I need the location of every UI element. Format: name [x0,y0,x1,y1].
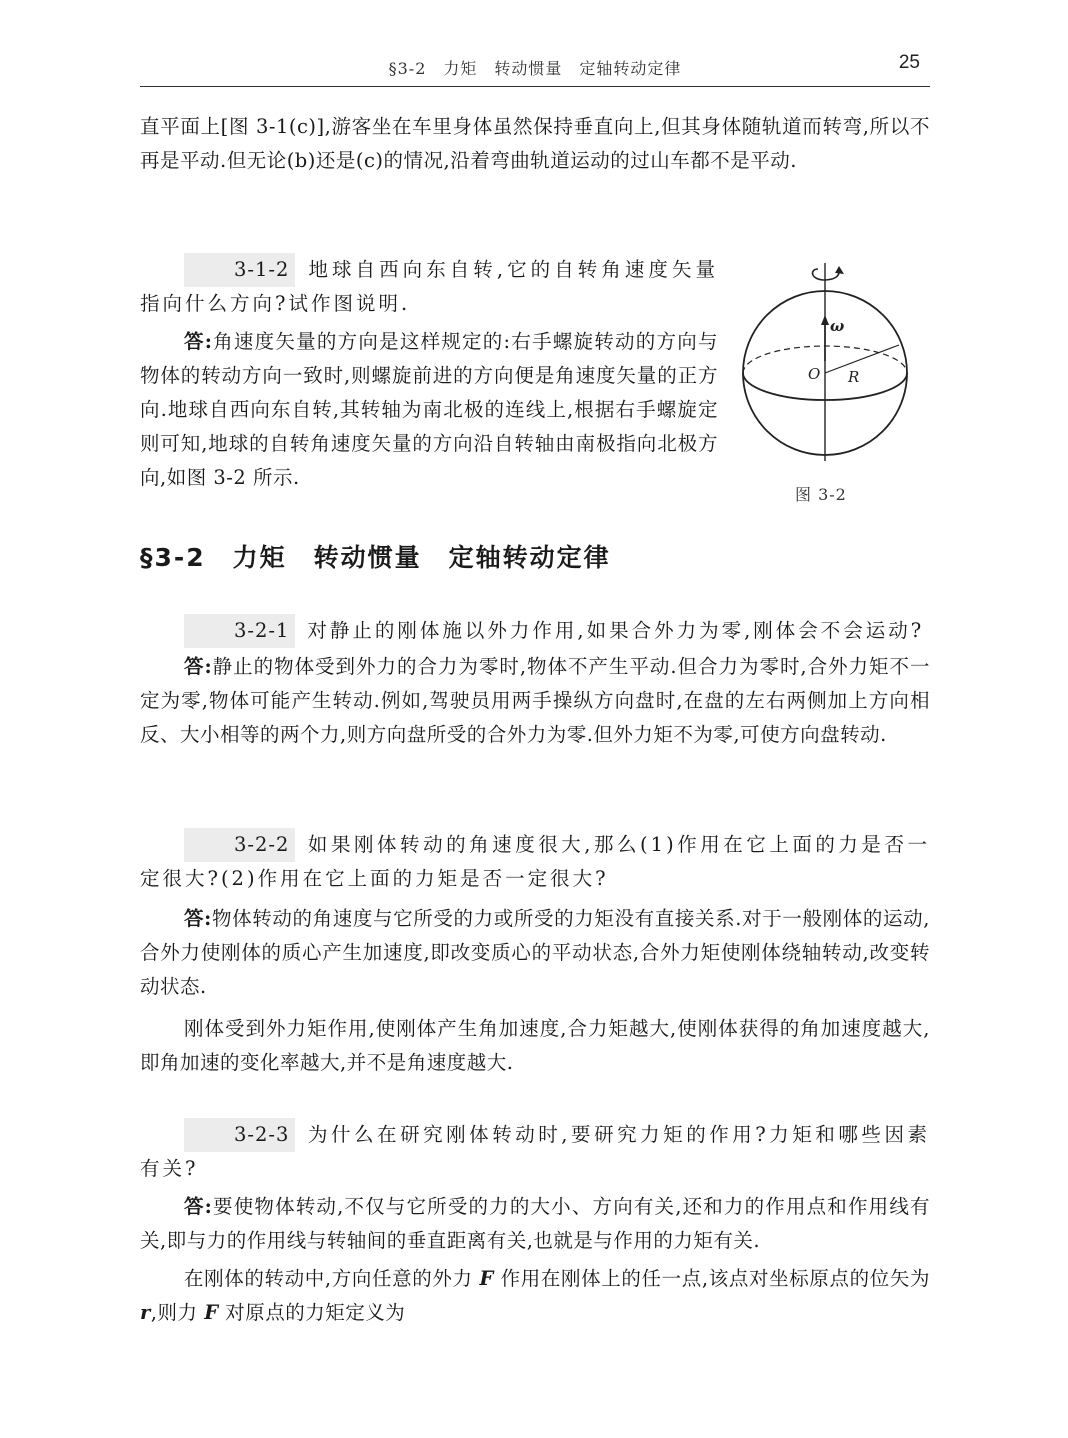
running-head-title: §3-2 力矩 转动惯量 定轴转动定律 [388,59,682,78]
sphere-diagram [735,255,920,485]
answer-label: 答: [184,1195,213,1218]
page-number: 25 [898,52,920,73]
answer-text: ,则力 [150,1301,205,1324]
answer-text: 作用在刚体上的任一点,该点对坐标原点的位矢为 [493,1267,930,1290]
answer-3-2-2 [140,902,930,1004]
answer-text: 对原点的力矩定义为 [218,1301,406,1324]
answer-3-2-3-continued [140,1262,930,1330]
question-3-2-2 [140,828,930,896]
question-text: 如果刚体转动的角速度很大,那么(1)作用在它上面的力是否一定很大?(2)作用在它上面的力矩是否一定很大? [140,833,930,890]
question-number: 3-1-2 [184,253,295,287]
question-3-1-2 [140,253,718,321]
force-symbol: F [479,1267,494,1290]
question-number: 3-2-2 [184,828,295,862]
answer-3-2-2-continued: 刚体受到外力矩作用,使刚体产生角加速度,合力矩越大,使刚体获得的角加速度越大,即角加速的变化率越大,并不是角速度越大. [140,1017,930,1074]
omega-label: ω [830,317,845,335]
question-number: 3-2-1 [184,614,295,648]
center-label: O [808,365,821,383]
question-3-2-1 [140,614,930,648]
radius-label: R [848,368,860,386]
question-text: 为什么在研究刚体转动时,要研究力矩的作用?力矩和哪些因素有关? [140,1123,930,1180]
answer-3-2-1 [140,650,930,752]
answer-3-2-3 [140,1190,930,1258]
answer-text: 要使物体转动,不仅与它所受的力的大小、方向有关,还和力的作用点和作用线有关,即与力的作用线与转轴间的垂直距离有关,也就是与作用的力矩有关. [140,1195,930,1252]
omega-arrowhead [821,315,829,325]
answer-label: 答: [184,907,212,930]
question-number: 3-2-3 [184,1118,295,1152]
question-text: 对静止的刚体施以外力作用,如果合外力为零,刚体会不会运动? [307,619,925,642]
question-3-2-3 [140,1118,930,1186]
answer-text: 物体转动的角速度与它所受的力或所受的力矩没有直接关系.对于一般刚体的运动,合外力使刚体的质心产生加速度,即改变质心的平动状态,合外力矩使刚体绕轴转动,改变转动状态. [140,907,930,998]
answer-text: 角速度矢量的方向是这样规定的:右手螺旋转动的方向与物体的转动方向一致时,则螺旋前进的方向便是角速度矢量的正方向.地球自西向东自转,其转轴为南北极的连线上,根据右手螺旋定则可知,地球的自转角速度矢量的方向沿自转轴由南极指向北极方向,如图 3-2 所示. [140,330,718,489]
answer-label: 答: [184,655,213,678]
answer-text: 在刚体的转动中,方向任意的外力 [184,1267,480,1290]
intro-paragraph: 直平面上[图 3-1(c)],游客坐在车里身体虽然保持垂直向上,但其身体随轨道而转弯,所以不再是平动.但无论(b)还是(c)的情况,沿着弯曲轨道运动的过山车都不是平动. [140,115,930,172]
answer-label: 答: [184,330,213,353]
rotation-arrow-icon [813,266,844,280]
figure-caption: 图 3-2 [795,485,847,504]
answer-text: 静止的物体受到外力的合力为零时,物体不产生平动.但合力为零时,合外力矩不一定为零,物体可能产生转动.例如,驾驶员用两手操纵方向盘时,在盘的左右两侧加上方向相反、大小相等的两个力,则方向盘所受的合外力为零.但外力矩不为零,可使方向盘转动. [140,655,930,746]
earth-rotation-figure [735,255,920,505]
radius-line [825,345,899,373]
answer-3-1-2 [140,325,718,495]
position-vector-symbol: r [140,1301,151,1324]
force-symbol: F [204,1301,219,1324]
section-title: §3-2 力矩 转动惯量 定轴转动定律 [140,543,611,572]
question-text: 地球自西向东自转,它的自转角速度矢量指向什么方向?试作图说明. [140,258,718,315]
running-head [140,50,930,87]
